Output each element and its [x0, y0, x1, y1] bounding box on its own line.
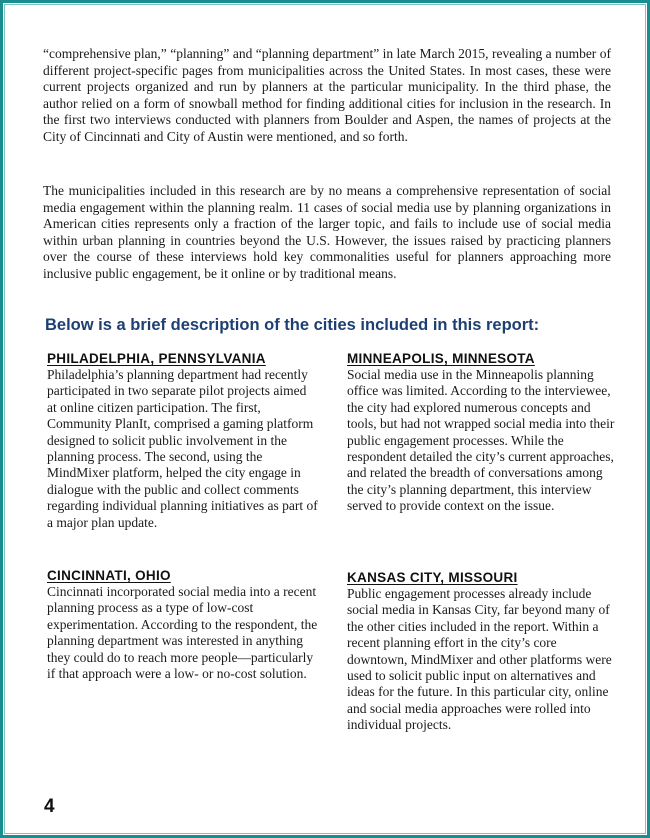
city-name: CINCINNATI, OHIO	[47, 568, 171, 583]
city-description: Public engagement processes already include social media in Kansas City, far beyond many of the other cities included in the report. Within a recent planning effort in the city’s core downtown, MindMixer and other platforms were used to solicit public input on alternatives and ideas for the future. In this particular city, online and social media approaches were rolled into individual projects.	[347, 586, 612, 733]
city-block-kansas-city	[347, 569, 619, 734]
city-block-philadelphia	[47, 350, 319, 531]
city-description: Social media use in the Minneapolis planning office was limited. According to the interviewee, the city had explored numerous concepts and tools, but had not wrapped social media into their public engagement processes. While the respondent detailed the city’s current approaches, and related the breadth of conversations among the city’s planning department, this interview served to provide context on the issue.	[347, 367, 615, 514]
city-name: KANSAS CITY, MISSOURI	[347, 570, 518, 585]
city-block-minneapolis	[347, 350, 619, 515]
city-block-cincinnati	[47, 567, 319, 682]
city-description: Philadelphia’s planning department had recently participated in two separate pilot projects aimed at online citizen participation. The first, Community PlanIt, comprised a gaming platform designed to solicit public involvement in the planning process. The second, using the MindMixer platform, helped the city engage in dialogue with the public and collect comments regarding individual planning initiatives as part of a major plan update.	[47, 367, 318, 530]
page-number: 4	[44, 796, 55, 817]
city-description: Cincinnati incorporated social media into a recent planning process as a type of low-cost experimentation. According to the respondent, the planning department was interested in anything they could do to reach more people—particularly if that approach were a low- or no-cost solution.	[47, 584, 318, 682]
intro-paragraph-2: The municipalities included in this research are by no means a comprehensive representation of social media engagement within the planning realm. 11 cases of social media use by planning organizations in American cities represents only a fraction of the larger topic, and fails to include use of social media within urban planning in countries beyond the U.S. However, the issues raised by practicing planners over the course of these interviews hold key commonalities useful for planners approaching more inclusive public engagement, be it online or by traditional means.	[43, 183, 611, 281]
city-name: PHILADELPHIA, PENNSYLVANIA	[47, 351, 266, 366]
intro-paragraph-1: “comprehensive plan,” “planning” and “planning department” in late March 2015, revealing a number of different project-specific pages from municipalities across the United States. In most cases, these were current projects organized and run by planners at the particular municipality. In the third phase, the author relied on a form of snowball method for finding additional cities for inclusion in the research. In the first two interviews conducted with planners from Boulder and Aspen, the names of projects at the City of Cincinnati and City of Austin were mentioned, and so forth.	[43, 46, 611, 144]
city-name: MINNEAPOLIS, MINNESOTA	[347, 351, 535, 366]
section-heading: Below is a brief description of the cities included in this report:	[45, 316, 540, 334]
